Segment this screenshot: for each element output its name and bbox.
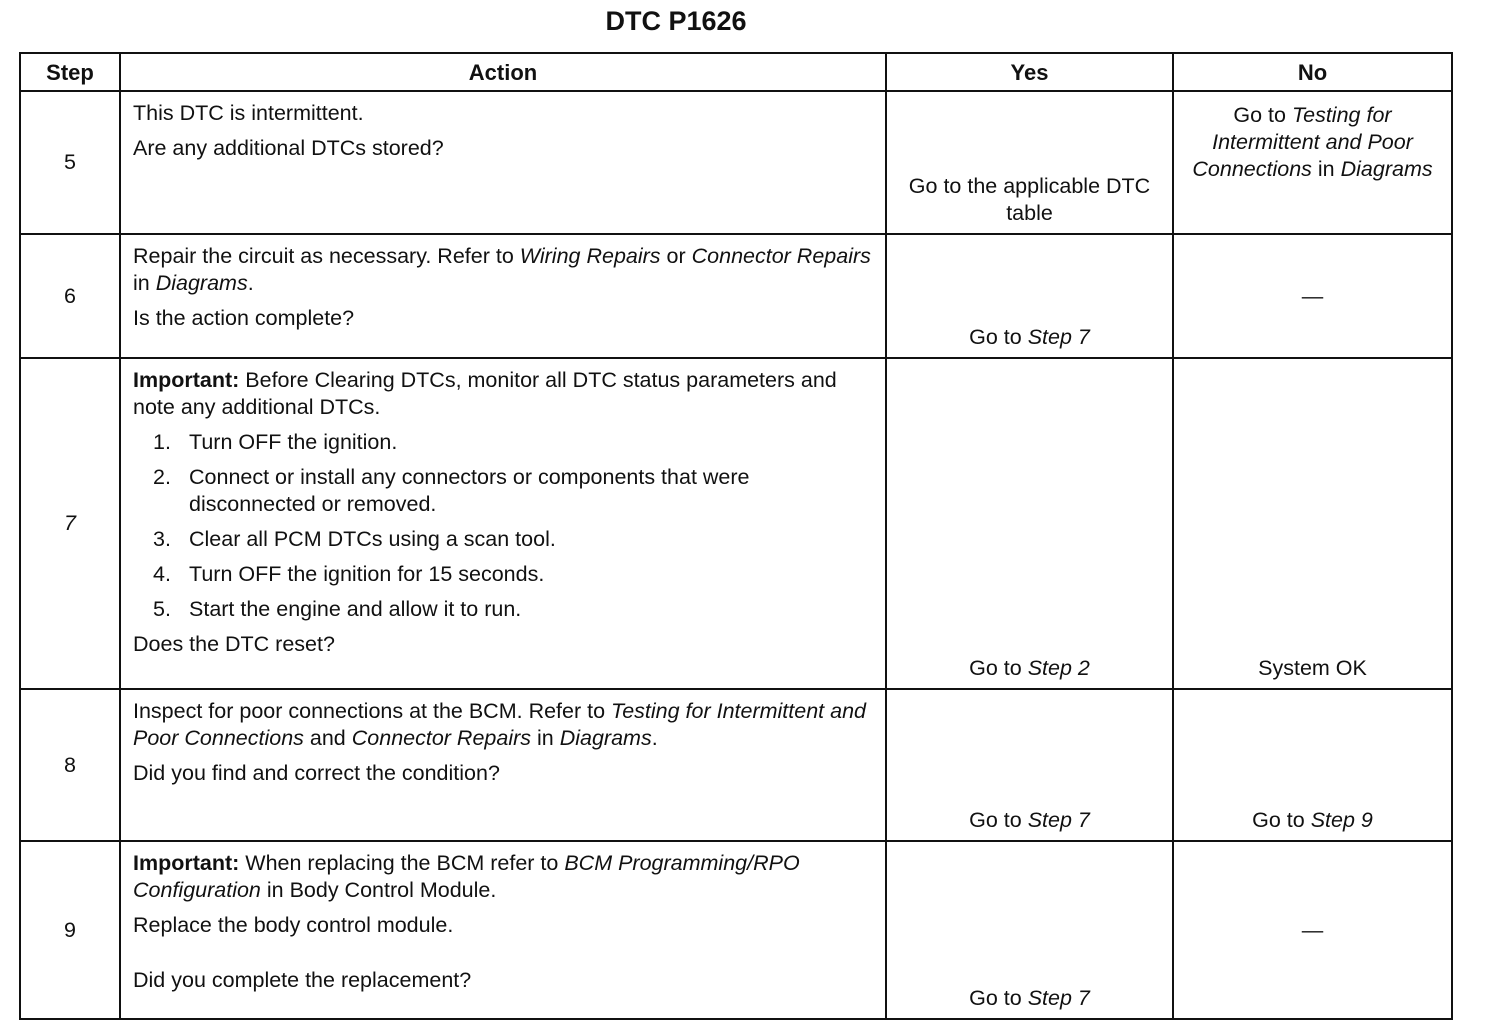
action-text: This DTC is intermittent. [133,101,364,125]
important-text: When replacing the BCM refer to [239,851,565,875]
table-row [20,234,1452,358]
action-question: Is the action complete? [133,306,355,330]
no-cell [1173,358,1452,689]
yes-cell [886,358,1173,689]
action-cell [120,358,886,689]
important-label: Important: [133,851,240,875]
yes-text: Go to [969,808,1028,832]
list-item-number: 5. [153,597,171,621]
no-cell [1173,689,1452,841]
yes-text: Go to the applicable DTC table [908,174,1151,225]
action-text-part: Inspect for poor connections at the BCM. Refer to [133,699,612,723]
list-item [153,596,875,623]
yes-cell [886,234,1173,358]
action-text [133,243,875,297]
no-dash: — [1301,283,1324,308]
list-item-number: 3. [153,527,171,551]
action-cell [120,234,886,358]
no-text: in [1311,157,1341,181]
no-text: Go to [1233,103,1292,127]
yes-cell [886,841,1173,1019]
action-question: Does the DTC reset? [133,632,335,656]
page-title: DTC P1626 [605,6,747,36]
yes-step-link[interactable]: Step 7 [1027,986,1090,1010]
no-dash: — [1301,917,1324,942]
link-bcm-programming[interactable]: BCM Programming/RPO Configuration [133,851,800,902]
header-step: Step [20,53,120,91]
action-text-part: in [531,726,560,750]
yes-step-link[interactable]: Step 7 [1027,808,1090,832]
step-number: 6 [20,234,120,358]
action-text-part: and [303,726,352,750]
important-text: in Body Control Module. [260,878,497,902]
table-header-row [20,53,1452,91]
table-row [20,91,1452,234]
action-cell [120,841,886,1019]
header-action: Action [120,53,886,91]
list-item [153,526,875,553]
table-row [20,358,1452,689]
link-connector-repairs[interactable]: Connector Repairs [691,244,871,268]
important-text: Before Clearing DTCs, monitor all DTC status parameters and note any additional DTCs. [133,368,837,419]
action-cell [120,689,886,841]
link-testing-intermittent[interactable]: Testing for Intermittent and Poor Connections [133,699,866,750]
action-text: Replace the body control module. [133,913,454,937]
list-item [153,464,875,518]
link-diagrams[interactable]: Diagrams [155,271,248,295]
list-item-text: Clear all PCM DTCs using a scan tool. [189,527,556,551]
no-link-diagrams[interactable]: Diagrams [1340,157,1433,181]
step-number: 5 [20,91,120,234]
procedure-list [133,429,875,623]
list-item [153,429,875,456]
action-question: Did you find and correct the condition? [133,761,500,785]
action-question: Did you complete the replacement? [133,968,472,992]
yes-text: Go to [969,325,1028,349]
list-item-text: Start the engine and allow it to run. [189,597,522,621]
link-wiring-repairs[interactable]: Wiring Repairs [519,244,661,268]
no-cell [1173,841,1452,1019]
yes-step-link[interactable]: Step 7 [1027,325,1090,349]
list-item-number: 4. [153,562,171,586]
list-item-text: Connect or install any connectors or components that were disconnected or removed. [189,465,750,516]
list-item-number: 1. [153,430,171,454]
list-item-number: 2. [153,465,171,489]
table-row [20,841,1452,1019]
action-cell [120,91,886,234]
table-row [20,689,1452,841]
yes-text: Go to [969,656,1028,680]
important-note [133,850,875,904]
no-text: Go to [1252,808,1311,832]
important-note [133,367,875,421]
yes-step-link[interactable]: Step 2 [1027,656,1090,680]
list-item-text: Turn OFF the ignition. [189,430,398,454]
list-item-text: Turn OFF the ignition for 15 seconds. [189,562,545,586]
header-no: No [1173,53,1452,91]
link-connector-repairs[interactable]: Connector Repairs [351,726,532,750]
header-yes: Yes [886,53,1173,91]
yes-cell [886,91,1173,234]
no-cell [1173,91,1452,234]
no-text: System OK [1258,656,1367,680]
action-question: Are any additional DTCs stored? [133,136,444,160]
no-link-testing[interactable]: Testing for Intermittent and Poor Connections [1192,103,1413,181]
action-text [133,698,875,752]
no-step-link[interactable]: Step 9 [1310,808,1373,832]
step-number-text: 7 [64,511,76,535]
step-number: 8 [20,689,120,841]
action-text-part: . [247,271,254,295]
yes-cell [886,689,1173,841]
step-number: 9 [20,841,120,1019]
step-number [20,358,120,689]
dtc-table [19,52,1453,1020]
action-text-part: or [660,244,692,268]
action-text-part: . [651,726,658,750]
list-item [153,561,875,588]
no-cell [1173,234,1452,358]
yes-text: Go to [969,986,1028,1010]
action-text-part: Repair the circuit as necessary. Refer to [133,244,520,268]
important-label: Important: [133,368,240,392]
link-diagrams[interactable]: Diagrams [559,726,652,750]
action-text-part: in [133,271,156,295]
